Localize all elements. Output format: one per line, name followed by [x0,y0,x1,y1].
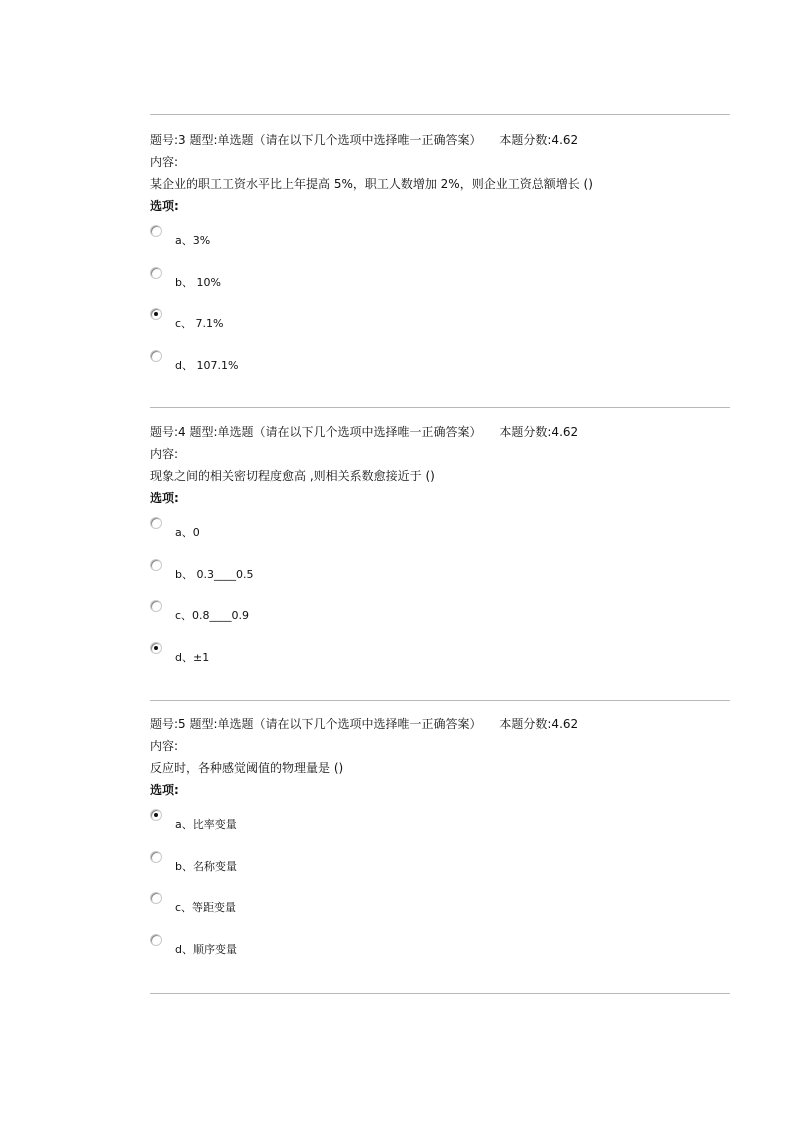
option-a[interactable] [150,225,730,255]
question-score: 本题分数:4.62 [499,133,579,147]
radio-button[interactable] [150,225,162,237]
question-score: 本题分数:4.62 [499,425,579,439]
option-a[interactable] [150,809,730,839]
question-content: 反应时，各种感觉阈值的物理量是 () [150,761,344,775]
question-score: 本题分数:4.62 [499,717,579,731]
content-label: 内容: [150,739,179,753]
option-label: c、等距变量 [175,901,237,914]
option-c[interactable] [150,308,730,338]
divider [150,700,730,701]
option-d[interactable] [150,350,730,380]
question-content: 现象之间的相关密切程度愈高 ,则相关系数愈接近于 () [150,469,435,483]
radio-button[interactable] [150,600,162,612]
question-meta [150,133,730,147]
options-label: 选项: [150,491,179,505]
question-number: 题号:3 [150,133,186,147]
options-label: 选项: [150,783,179,797]
option-b[interactable] [150,559,730,589]
divider [150,114,730,115]
option-label: a、0 [175,526,200,539]
options-list [150,809,730,964]
question-number: 题号:4 [150,425,186,439]
options-list [150,517,730,672]
option-label: c、0.8____0.9 [175,609,250,622]
option-label: d、 107.1% [175,358,239,372]
question-type: 题型:单选题（请在以下几个选项中选择唯一正确答案） [189,717,482,731]
radio-button[interactable] [150,559,162,571]
option-c[interactable] [150,892,730,922]
option-label: d、±1 [175,650,210,664]
option-d[interactable] [150,934,730,964]
option-d[interactable] [150,642,730,672]
radio-button[interactable] [150,308,162,320]
option-label: d、顺序变量 [175,942,237,956]
radio-button[interactable] [150,851,162,863]
question-number: 题号:5 [150,717,186,731]
divider [150,407,730,408]
option-label: c、 7.1% [175,317,224,330]
question-type: 题型:单选题（请在以下几个选项中选择唯一正确答案） [189,133,482,147]
option-b[interactable] [150,267,730,297]
divider [150,993,730,994]
option-c[interactable] [150,600,730,630]
question-meta [150,425,730,439]
option-label: b、名称变量 [175,859,237,873]
options-list [150,225,730,380]
option-label: a、比率变量 [175,818,237,831]
question-type: 题型:单选题（请在以下几个选项中选择唯一正确答案） [189,425,482,439]
question-meta [150,717,730,731]
question-block-3 [150,133,730,391]
options-label: 选项: [150,199,179,213]
option-label: a、3% [175,234,211,247]
option-b[interactable] [150,851,730,881]
radio-button[interactable] [150,809,162,821]
content-label: 内容: [150,155,179,169]
radio-button[interactable] [150,517,162,529]
content-label: 内容: [150,447,179,461]
question-block-5 [150,717,730,975]
option-a[interactable] [150,517,730,547]
radio-button[interactable] [150,642,162,654]
radio-button[interactable] [150,350,162,362]
question-block-4 [150,425,730,683]
radio-button[interactable] [150,267,162,279]
radio-button[interactable] [150,892,162,904]
option-label: b、 0.3____0.5 [175,567,254,581]
question-content: 某企业的职工工资水平比上年提高 5%，职工人数增加 2%，则企业工资总额增长 () [150,177,593,191]
option-label: b、 10% [175,275,221,289]
radio-button[interactable] [150,934,162,946]
